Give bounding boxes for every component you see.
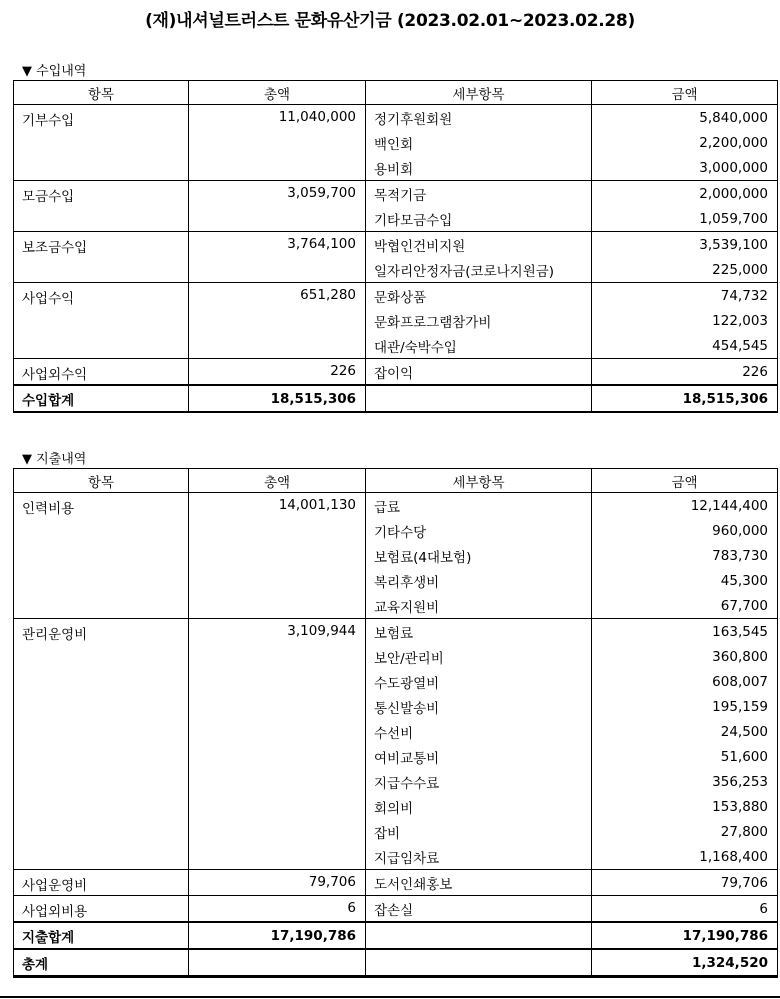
detail-name: 수도광열비	[366, 669, 592, 694]
category-total: 14,001,130	[189, 493, 366, 619]
income-body	[14, 105, 778, 386]
grand-total-empty-1	[189, 949, 366, 977]
detail-name: 백인회	[366, 130, 592, 155]
category-name: 사업외비용	[14, 896, 189, 923]
expense-total-value: 17,190,786	[189, 922, 366, 949]
detail-name: 용비회	[366, 155, 592, 181]
detail-amount: 225,000	[592, 257, 778, 283]
category-total: 3,109,944	[189, 619, 366, 870]
detail-amount: 608,007	[592, 669, 778, 694]
detail-name: 기타모금수입	[366, 206, 592, 232]
detail-amount: 27,800	[592, 819, 778, 844]
detail-name: 수선비	[366, 719, 592, 744]
category-name: 관리운영비	[14, 619, 189, 870]
detail-name: 여비교통비	[366, 744, 592, 769]
detail-name: 잡비	[366, 819, 592, 844]
detail-amount: 153,880	[592, 794, 778, 819]
category-total: 3,764,100	[189, 232, 366, 283]
detail-name: 일자리안정자금(코로나지원금)	[366, 257, 592, 283]
category-name: 사업운영비	[14, 870, 189, 896]
detail-name: 보험료	[366, 619, 592, 645]
income-total-empty	[366, 385, 592, 412]
detail-amount: 24,500	[592, 719, 778, 744]
detail-name: 급료	[366, 493, 592, 519]
grand-total-empty-2	[366, 949, 592, 977]
detail-amount: 74,732	[592, 283, 778, 309]
table-row	[14, 105, 778, 131]
detail-name: 박협인건비지원	[366, 232, 592, 258]
detail-amount: 195,159	[592, 694, 778, 719]
table-row	[14, 493, 778, 519]
detail-name: 복리후생비	[366, 568, 592, 593]
category-name: 사업수익	[14, 283, 189, 359]
detail-amount: 454,545	[592, 333, 778, 359]
detail-name: 지급수수료	[366, 769, 592, 794]
category-name: 사업외수익	[14, 359, 189, 386]
detail-amount: 226	[592, 359, 778, 386]
expense-total-row	[14, 922, 778, 949]
header-amount: 금액	[592, 81, 778, 105]
header-detail: 세부항목	[366, 469, 592, 493]
detail-amount: 5,840,000	[592, 105, 778, 131]
detail-amount: 1,168,400	[592, 844, 778, 870]
expense-body	[14, 493, 778, 923]
income-total-value: 18,515,306	[189, 385, 366, 412]
header-detail: 세부항목	[366, 81, 592, 105]
table-row	[14, 896, 778, 923]
income-header-row	[14, 81, 778, 105]
detail-name: 목적기금	[366, 181, 592, 207]
detail-amount: 12,144,400	[592, 493, 778, 519]
header-category: 항목	[14, 469, 189, 493]
detail-amount: 67,700	[592, 593, 778, 619]
detail-name: 기타수당	[366, 518, 592, 543]
detail-amount: 360,800	[592, 644, 778, 669]
detail-amount: 2,000,000	[592, 181, 778, 207]
detail-amount: 2,200,000	[592, 130, 778, 155]
detail-amount: 3,539,100	[592, 232, 778, 258]
grand-total-label: 총계	[14, 949, 189, 977]
expense-table	[13, 468, 778, 978]
category-total: 79,706	[189, 870, 366, 896]
detail-amount: 783,730	[592, 543, 778, 568]
detail-name: 교육지원비	[366, 593, 592, 619]
table-row	[14, 359, 778, 386]
detail-amount: 960,000	[592, 518, 778, 543]
grand-total-row	[14, 949, 778, 977]
detail-name: 보험료(4대보험)	[366, 543, 592, 568]
detail-name: 문화프로그램참가비	[366, 308, 592, 333]
expense-section-label: ▼ 지출내역	[22, 452, 87, 467]
detail-name: 대관/숙박수입	[366, 333, 592, 359]
category-total: 3,059,700	[189, 181, 366, 232]
page-title: (재)내셔널트러스트 문화유산기금 (2023.02.01~2023.02.28)	[145, 11, 635, 31]
category-total: 226	[189, 359, 366, 386]
header-total: 총액	[189, 469, 366, 493]
table-row	[14, 232, 778, 258]
category-total: 11,040,000	[189, 105, 366, 181]
table-row	[14, 283, 778, 309]
detail-amount: 1,059,700	[592, 206, 778, 232]
detail-name: 통신발송비	[366, 694, 592, 719]
detail-amount: 45,300	[592, 568, 778, 593]
grand-total-amount: 1,324,520	[592, 949, 778, 977]
detail-name: 정기후원회원	[366, 105, 592, 131]
income-section-label: ▼ 수입내역	[22, 64, 87, 79]
detail-amount: 6	[592, 896, 778, 923]
table-row	[14, 870, 778, 896]
detail-amount: 163,545	[592, 619, 778, 645]
expense-total-label: 지출합계	[14, 922, 189, 949]
expense-header-row	[14, 469, 778, 493]
detail-name: 보안/관리비	[366, 644, 592, 669]
header-amount: 금액	[592, 469, 778, 493]
table-row	[14, 181, 778, 207]
category-total: 651,280	[189, 283, 366, 359]
detail-name: 회의비	[366, 794, 592, 819]
detail-amount: 51,600	[592, 744, 778, 769]
category-name: 모금수입	[14, 181, 189, 232]
detail-amount: 79,706	[592, 870, 778, 896]
category-total: 6	[189, 896, 366, 923]
bottom-rule	[0, 996, 780, 998]
detail-name: 도서인쇄홍보	[366, 870, 592, 896]
expense-total-empty	[366, 922, 592, 949]
detail-name: 잡손실	[366, 896, 592, 923]
detail-amount: 122,003	[592, 308, 778, 333]
detail-amount: 356,253	[592, 769, 778, 794]
income-total-amount: 18,515,306	[592, 385, 778, 412]
category-name: 인력비용	[14, 493, 189, 619]
detail-name: 지급임차료	[366, 844, 592, 870]
category-name: 기부수입	[14, 105, 189, 181]
category-name: 보조금수입	[14, 232, 189, 283]
table-row	[14, 619, 778, 645]
detail-amount: 3,000,000	[592, 155, 778, 181]
income-total-label: 수입합계	[14, 385, 189, 412]
expense-total-amount: 17,190,786	[592, 922, 778, 949]
income-total-row	[14, 385, 778, 412]
detail-name: 잡이익	[366, 359, 592, 386]
header-total: 총액	[189, 81, 366, 105]
income-table	[13, 80, 778, 413]
header-category: 항목	[14, 81, 189, 105]
detail-name: 문화상품	[366, 283, 592, 309]
